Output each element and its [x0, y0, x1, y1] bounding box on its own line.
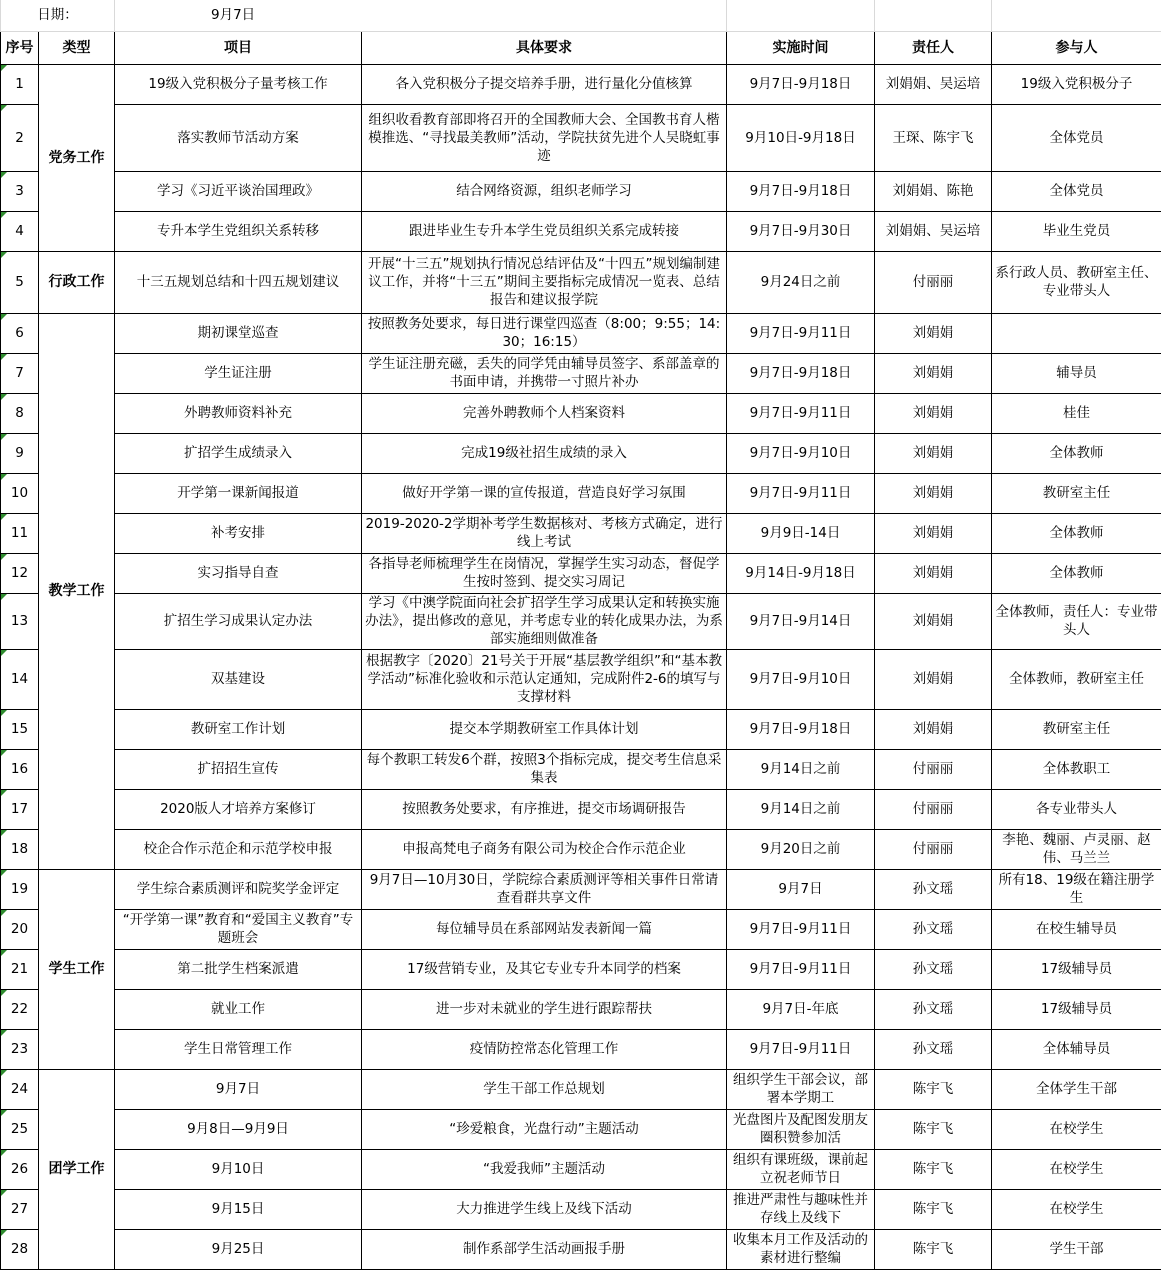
table-row: [1, 869, 1161, 909]
project-cell: 9月10日: [115, 1149, 362, 1189]
owner-cell: 陈宇飞: [875, 1069, 992, 1109]
project-cell: 外聘教师资料补充: [115, 393, 362, 433]
project-cell: “开学第一课”教育和“爱国主义教育”专题班会: [115, 909, 362, 949]
project-cell: 扩招学生成绩录入: [115, 433, 362, 473]
category-party: 党务工作: [39, 64, 115, 251]
time-cell: 9月7日-9月11日: [727, 949, 875, 989]
project-cell: 学生综合素质测评和院奖学金评定: [115, 869, 362, 909]
time-cell: 9月7日-9月11日: [727, 1029, 875, 1069]
row-number: 8: [1, 393, 39, 433]
row-number: 17: [1, 789, 39, 829]
project-cell: 9月7日: [115, 1069, 362, 1109]
time-cell: 9月7日-9月11日: [727, 473, 875, 513]
table-row: [1, 64, 1161, 104]
requirement-cell: 每个教职工转发6个群，按照3个指标完成，提交考生信息采集表: [362, 749, 727, 789]
participant-cell: 李艳、魏丽、卢灵丽、赵伟、马兰兰: [992, 829, 1161, 869]
table-row: [1, 1149, 1161, 1189]
owner-cell: 孙文瑶: [875, 1029, 992, 1069]
row-number: 28: [1, 1229, 39, 1269]
time-cell: 9月7日-9月30日: [727, 211, 875, 251]
requirement-cell: 学生证注册充磁，丢失的同学凭由辅导员签字、系部盖章的书面申请，并携带一寸照片补办: [362, 353, 727, 393]
participant-cell: 全体教师: [992, 433, 1161, 473]
time-cell: 组织学生干部会议，部署本学期工: [727, 1069, 875, 1109]
row-number: 14: [1, 649, 39, 709]
project-cell: 扩招招生宣传: [115, 749, 362, 789]
participant-cell: 全体党员: [992, 104, 1161, 171]
time-cell: 9月7日-9月14日: [727, 593, 875, 649]
table-row: [1, 211, 1161, 251]
date-row: [1, 0, 1161, 31]
project-cell: 学生证注册: [115, 353, 362, 393]
requirement-cell: 完成19级社招生成绩的录入: [362, 433, 727, 473]
table-row: [1, 649, 1161, 709]
time-cell: 9月7日-9月11日: [727, 909, 875, 949]
project-cell: 学习《习近平谈治国理政》: [115, 171, 362, 211]
requirement-cell: 结合网络资源，组织老师学习: [362, 171, 727, 211]
owner-cell: 陈宇飞: [875, 1189, 992, 1229]
time-cell: 9月7日-9月11日: [727, 313, 875, 353]
participant-cell: 毕业生党员: [992, 211, 1161, 251]
owner-cell: 孙文瑶: [875, 949, 992, 989]
requirement-cell: 根据教字〔2020〕21号关于开展“基层教学组织”和“基本教学活动”标准化验收和示范认定通知，完成附件2-6的填写与支撑材料: [362, 649, 727, 709]
col-header-participants: 参与人: [992, 31, 1161, 64]
project-cell: 开学第一课新闻报道: [115, 473, 362, 513]
table-row: [1, 1189, 1161, 1229]
time-cell: 9月14日之前: [727, 749, 875, 789]
time-cell: 9月24日之前: [727, 251, 875, 313]
owner-cell: 刘娟娟: [875, 433, 992, 473]
participant-cell: 17级辅导员: [992, 989, 1161, 1029]
requirement-cell: 每位辅导员在系部网站发表新闻一篇: [362, 909, 727, 949]
time-cell: 光盘图片及配图发朋友圈积赞参加活: [727, 1109, 875, 1149]
participant-cell: 桂佳: [992, 393, 1161, 433]
requirement-cell: 大力推进学生线上及线下活动: [362, 1189, 727, 1229]
participant-cell: 17级辅导员: [992, 949, 1161, 989]
row-number: 10: [1, 473, 39, 513]
col-header-owner: 责任人: [875, 31, 992, 64]
time-cell: 9月7日-9月10日: [727, 433, 875, 473]
owner-cell: 刘娟娟: [875, 313, 992, 353]
participant-cell: 在校学生: [992, 1189, 1161, 1229]
project-cell: 就业工作: [115, 989, 362, 1029]
participant-cell: 全体辅导员: [992, 1029, 1161, 1069]
participant-cell: 各专业带头人: [992, 789, 1161, 829]
date-value: 9月7日: [115, 0, 727, 31]
participant-cell: 所有18、19级在籍注册学生: [992, 869, 1161, 909]
project-cell: 双基建设: [115, 649, 362, 709]
table-row: [1, 789, 1161, 829]
participant-cell: 系行政人员、教研室主任、专业带头人: [992, 251, 1161, 313]
participant-cell: 全体教师: [992, 513, 1161, 553]
owner-cell: 刘娟娟、吴运培: [875, 211, 992, 251]
row-number: 7: [1, 353, 39, 393]
category-teaching: 教学工作: [39, 313, 115, 869]
col-header-requirement: 具体要求: [362, 31, 727, 64]
col-header-type: 类型: [39, 31, 115, 64]
project-cell: 9月15日: [115, 1189, 362, 1229]
row-number: 21: [1, 949, 39, 989]
col-header-seq: 序号: [1, 31, 39, 64]
owner-cell: 付丽丽: [875, 789, 992, 829]
row-number: 9: [1, 433, 39, 473]
row-number: 16: [1, 749, 39, 789]
project-cell: 9月8日—9月9日: [115, 1109, 362, 1149]
table-row: [1, 171, 1161, 211]
project-cell: 19级入党积极分子量考核工作: [115, 64, 362, 104]
owner-cell: 孙文瑶: [875, 989, 992, 1029]
owner-cell: 刘娟娟: [875, 513, 992, 553]
requirement-cell: 2019-2020-2学期补考学生数据核对、考核方式确定，进行线上考试: [362, 513, 727, 553]
time-cell: 9月7日-9月11日: [727, 393, 875, 433]
project-cell: 教研室工作计划: [115, 709, 362, 749]
owner-cell: 刘娟娟: [875, 353, 992, 393]
time-cell: 组织有课班级，课前起立祝老师节日: [727, 1149, 875, 1189]
participant-cell: [992, 313, 1161, 353]
owner-cell: 刘娟娟: [875, 473, 992, 513]
requirement-cell: 按照教务处要求，有序推进，提交市场调研报告: [362, 789, 727, 829]
table-row: [1, 513, 1161, 553]
owner-cell: 刘娟娟: [875, 593, 992, 649]
time-cell: 9月7日-9月10日: [727, 649, 875, 709]
time-cell: 9月7日-9月18日: [727, 171, 875, 211]
requirement-cell: 17级营销专业，及其它专业专升本同学的档案: [362, 949, 727, 989]
row-number: 25: [1, 1109, 39, 1149]
requirement-cell: 做好开学第一课的宣传报道，营造良好学习氛围: [362, 473, 727, 513]
row-number: 18: [1, 829, 39, 869]
time-cell: 推进严肃性与趣味性并存线上及线下: [727, 1189, 875, 1229]
time-cell: 9月14日-9月18日: [727, 553, 875, 593]
header-row: [1, 31, 1161, 64]
row-number: 6: [1, 313, 39, 353]
owner-cell: 陈宇飞: [875, 1149, 992, 1189]
requirement-cell: 按照教务处要求，每日进行课堂四巡查（8:00；9:55；14:30；16:15）: [362, 313, 727, 353]
requirement-cell: 开展“十三五”规划执行情况总结评估及“十四五”规划编制建议工作，并将“十三五”期间主要指标完成情况一览表、总结报告和建议报学院: [362, 251, 727, 313]
owner-cell: 刘娟娟: [875, 649, 992, 709]
project-cell: 9月25日: [115, 1229, 362, 1269]
row-number: 2: [1, 104, 39, 171]
owner-cell: 刘娟娟、陈艳: [875, 171, 992, 211]
owner-cell: 孙文瑶: [875, 909, 992, 949]
col-header-project: 项目: [115, 31, 362, 64]
time-cell: 9月10日-9月18日: [727, 104, 875, 171]
time-cell: 收集本月工作及活动的素材进行整编: [727, 1229, 875, 1269]
table-row: [1, 829, 1161, 869]
time-cell: 9月9日-14日: [727, 513, 875, 553]
row-number: 3: [1, 171, 39, 211]
project-cell: 十三五规划总结和十四五规划建议: [115, 251, 362, 313]
table-row: [1, 313, 1161, 353]
row-number: 23: [1, 1029, 39, 1069]
category-student: 学生工作: [39, 869, 115, 1069]
participant-cell: 在校生辅导员: [992, 909, 1161, 949]
requirement-cell: 疫情防控常态化管理工作: [362, 1029, 727, 1069]
row-number: 11: [1, 513, 39, 553]
row-number: 19: [1, 869, 39, 909]
row-number: 22: [1, 989, 39, 1029]
participant-cell: 在校学生: [992, 1109, 1161, 1149]
project-cell: 扩招生学习成果认定办法: [115, 593, 362, 649]
table-row: [1, 433, 1161, 473]
table-row: [1, 1229, 1161, 1269]
table-row: [1, 709, 1161, 749]
table-row: [1, 1029, 1161, 1069]
requirement-cell: “珍爱粮食，光盘行动”主题活动: [362, 1109, 727, 1149]
owner-cell: 刘娟娟、吴运培: [875, 64, 992, 104]
table-row: [1, 749, 1161, 789]
requirement-cell: 各入党积极分子提交培养手册，进行量化分值核算: [362, 64, 727, 104]
requirement-cell: 跟进毕业生专升本学生党员组织关系完成转接: [362, 211, 727, 251]
participant-cell: 教研室主任: [992, 709, 1161, 749]
row-number: 26: [1, 1149, 39, 1189]
requirement-cell: 学生干部工作总规划: [362, 1069, 727, 1109]
table-row: [1, 593, 1161, 649]
project-cell: 第二批学生档案派遣: [115, 949, 362, 989]
owner-cell: 付丽丽: [875, 749, 992, 789]
requirement-cell: 各指导老师梳理学生在岗情况，掌握学生实习动态，督促学生按时签到、提交实习周记: [362, 553, 727, 593]
requirement-cell: 组织收看教育部即将召开的全国教师大会、全国教书育人楷模推选、“寻找最美教师”活动，学院扶贫先进个人吴晓虹事迹: [362, 104, 727, 171]
table-row: [1, 949, 1161, 989]
time-cell: 9月7日: [727, 869, 875, 909]
project-cell: 2020版人才培养方案修订: [115, 789, 362, 829]
requirement-cell: “我爱我师”主题活动: [362, 1149, 727, 1189]
requirement-cell: 完善外聘教师个人档案资料: [362, 393, 727, 433]
project-cell: 学生日常管理工作: [115, 1029, 362, 1069]
table-row: [1, 553, 1161, 593]
participant-cell: 辅导员: [992, 353, 1161, 393]
table-row: [1, 104, 1161, 171]
owner-cell: 付丽丽: [875, 251, 992, 313]
participant-cell: 19级入党积极分子: [992, 64, 1161, 104]
owner-cell: 陈宇飞: [875, 1109, 992, 1149]
project-cell: 落实教师节活动方案: [115, 104, 362, 171]
table-row: [1, 1109, 1161, 1149]
time-cell: 9月14日之前: [727, 789, 875, 829]
table-row: [1, 393, 1161, 433]
requirement-cell: 学习《中澳学院面向社会扩招学生学习成果认定和转换实施办法》，提出修改的意见，并考虑专业的转化成果办法，为系部实施细则做准备: [362, 593, 727, 649]
requirement-cell: 申报高梵电子商务有限公司为校企合作示范企业: [362, 829, 727, 869]
time-cell: 9月7日-9月18日: [727, 353, 875, 393]
participant-cell: 教研室主任: [992, 473, 1161, 513]
project-cell: 实习指导自查: [115, 553, 362, 593]
col-header-time: 实施时间: [727, 31, 875, 64]
requirement-cell: 提交本学期教研室工作具体计划: [362, 709, 727, 749]
participant-cell: 全体学生干部: [992, 1069, 1161, 1109]
row-number: 4: [1, 211, 39, 251]
time-cell: 9月20日之前: [727, 829, 875, 869]
owner-cell: 刘娟娟: [875, 393, 992, 433]
row-number: 24: [1, 1069, 39, 1109]
time-cell: 9月7日-年底: [727, 989, 875, 1029]
time-cell: 9月7日-9月18日: [727, 709, 875, 749]
row-number: 20: [1, 909, 39, 949]
project-cell: 补考安排: [115, 513, 362, 553]
requirement-cell: 进一步对未就业的学生进行跟踪帮扶: [362, 989, 727, 1029]
owner-cell: 陈宇飞: [875, 1229, 992, 1269]
participant-cell: 全体教师，教研室主任: [992, 649, 1161, 709]
owner-cell: 孙文瑶: [875, 869, 992, 909]
row-number: 27: [1, 1189, 39, 1229]
requirement-cell: 9月7日—10月30日，学院综合素质测评等相关事件日常请查看群共享文件: [362, 869, 727, 909]
owner-cell: 付丽丽: [875, 829, 992, 869]
owner-cell: 刘娟娟: [875, 553, 992, 593]
row-number: 15: [1, 709, 39, 749]
table-row: [1, 473, 1161, 513]
table-row: [1, 1069, 1161, 1109]
table-row: [1, 353, 1161, 393]
category-league: 团学工作: [39, 1069, 115, 1269]
participant-cell: 全体教职工: [992, 749, 1161, 789]
project-cell: 期初课堂巡查: [115, 313, 362, 353]
participant-cell: 全体教师，责任人：专业带头人: [992, 593, 1161, 649]
participant-cell: 全体教师: [992, 553, 1161, 593]
participant-cell: 全体党员: [992, 171, 1161, 211]
participant-cell: 学生干部: [992, 1229, 1161, 1269]
participant-cell: 在校学生: [992, 1149, 1161, 1189]
owner-cell: 刘娟娟: [875, 709, 992, 749]
row-number: 12: [1, 553, 39, 593]
row-number: 1: [1, 64, 39, 104]
date-label: 日期：: [1, 0, 115, 31]
project-cell: 校企合作示范企和示范学校申报: [115, 829, 362, 869]
table-row: [1, 251, 1161, 313]
row-number: 5: [1, 251, 39, 313]
time-cell: 9月7日-9月18日: [727, 64, 875, 104]
row-number: 13: [1, 593, 39, 649]
category-admin: 行政工作: [39, 251, 115, 313]
requirement-cell: 制作系部学生活动画报手册: [362, 1229, 727, 1269]
table-row: [1, 909, 1161, 949]
owner-cell: 王琛、陈宇飞: [875, 104, 992, 171]
table-row: [1, 989, 1161, 1029]
project-cell: 专升本学生党组织关系转移: [115, 211, 362, 251]
